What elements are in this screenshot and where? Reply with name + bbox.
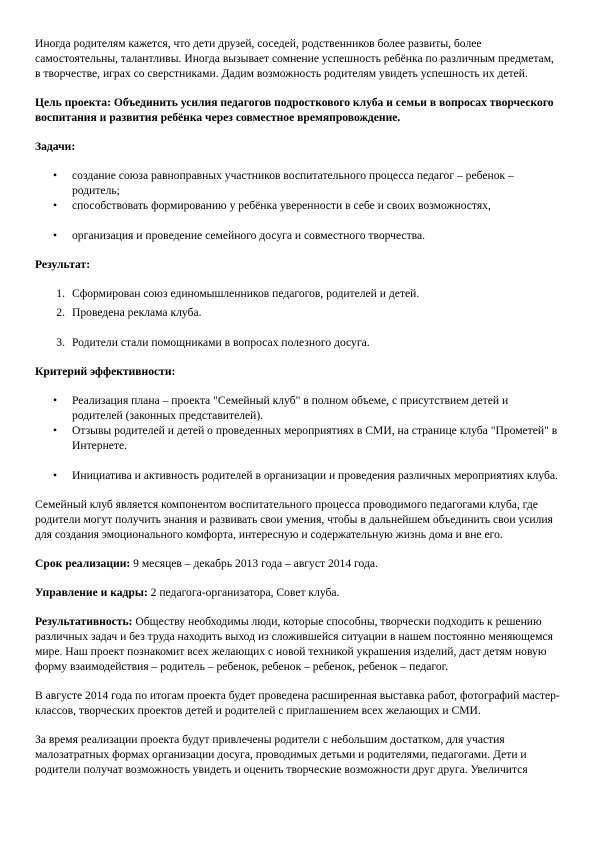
bullet-icon: • — [53, 394, 58, 407]
bullet-icon: • — [53, 424, 58, 437]
list-item — [35, 228, 560, 243]
list-item-text: Родители стали помощниками в вопросах полезного досуга. — [72, 336, 370, 349]
result-heading: Результат: — [35, 258, 91, 271]
list-item-text: Проведена реклама клуба. — [72, 306, 202, 319]
bullet-icon: • — [53, 169, 58, 182]
list-item — [35, 198, 560, 213]
list-item-text: Отзывы родителей и детей о проведенных мероприятиях в СМИ, на странице клуба "Прометей" в Интернете. — [72, 424, 558, 452]
tasks-list — [35, 168, 560, 243]
list-item — [35, 286, 560, 301]
list-item — [35, 423, 560, 453]
tasks-heading: Задачи: — [35, 140, 76, 153]
effectiveness-label: Результативность: — [35, 615, 133, 628]
list-item-text: создание союза равноправных участников воспитательного процесса педагог – ребенок – родитель; — [72, 169, 514, 197]
bullet-icon: • — [53, 229, 58, 242]
list-item-text: способствовать формированию у ребёнка уверенности в себе и своих возможностях, — [72, 199, 491, 212]
goal-label: Цель проекта: — [35, 96, 111, 109]
bullet-icon: • — [53, 469, 58, 482]
bullet-icon: • — [53, 199, 58, 212]
goal-text: Объединить усилия педагогов подросткового клуба и семьи в вопросах творческого воспитания и развития ребёнка через совместное времяпровождение. — [35, 96, 554, 124]
list-number: 2. — [56, 306, 65, 319]
effectiveness-text: Обществу необходимы люди, которые способны, творчески подходить к решению различных задач и без труда находить выход из сложившейся ситуации в нашем постоянно меняющемся мире. Наш проект познакомит всех желающих с новой техникой украшения изделий, даст детям новую форму взаимодействия – родитель – ребенок, ребенок – ребенок, ребенок – педагог. — [35, 615, 553, 673]
list-item-text: Инициатива и активность родителей в организации и проведения различных мероприятиях клуба. — [72, 469, 558, 482]
term-paragraph — [35, 556, 560, 571]
list-item-text: Сформирован союз единомышленников педагогов, родителей и детей. — [72, 287, 420, 300]
criteria-list — [35, 393, 560, 483]
result-list — [35, 286, 560, 350]
exhibition-paragraph: В августе 2014 года по итогам проекта будет проведена расширенная выставка работ, фотографий мастер-классов, творческих проектов детей и родителей с приглашением всех желающих и СМИ. — [35, 689, 560, 717]
criteria-heading: Критерий эффективности: — [35, 365, 176, 378]
list-item — [35, 335, 560, 350]
list-item-text: Реализация плана – проекта "Семейный клуб" в полном объеме, с присутствием детей и родителей (законных представителей). — [72, 394, 509, 422]
list-item — [35, 305, 560, 320]
list-item-text: организация и проведение семейного досуга и совместного творчества. — [72, 229, 426, 242]
list-number: 3. — [56, 336, 65, 349]
management-paragraph — [35, 585, 560, 600]
management-text: 2 педагога-организатора, Совет клуба. — [147, 586, 340, 599]
project-goal — [35, 95, 560, 125]
term-text: 9 месяцев – декабрь 2013 года – август 2014 года. — [130, 557, 378, 570]
list-number: 1. — [56, 287, 65, 300]
document-page — [35, 36, 560, 791]
implementation-paragraph: За время реализации проекта будут привлечены родители с небольшим достатком, для участия малозатратных формах организации досуга, проводимых детьми и родителями, педагогами. Дети и родители получат возможность увидеть и оценить творческие возможности друг друга. Увеличится — [35, 733, 528, 776]
intro-paragraph: Иногда родителям кажется, что дети друзей, соседей, родственников более развиты, более самостоятельны, талантливы. Иногда вызывает сомнение успешность ребёнка по различным предметам, в творчестве, играх со сверстниками. Дадим возможность родителям увидеть успешность их детей. — [35, 37, 554, 80]
list-item — [35, 393, 560, 423]
list-item — [35, 168, 560, 198]
term-label: Срок реализации: — [35, 557, 131, 570]
list-item — [35, 468, 560, 483]
effectiveness-paragraph — [35, 614, 560, 674]
management-label: Управление и кадры: — [35, 586, 148, 599]
club-paragraph: Семейный клуб является компонентом воспитательного процесса проводимого педагогами клуба, где родители могут получить знания и развивать свои умения, чтобы в дальнейшем объединить свои усилия для создания эмоционального комфорта, интересную и содержательную жизнь дома и вне его. — [35, 498, 553, 541]
